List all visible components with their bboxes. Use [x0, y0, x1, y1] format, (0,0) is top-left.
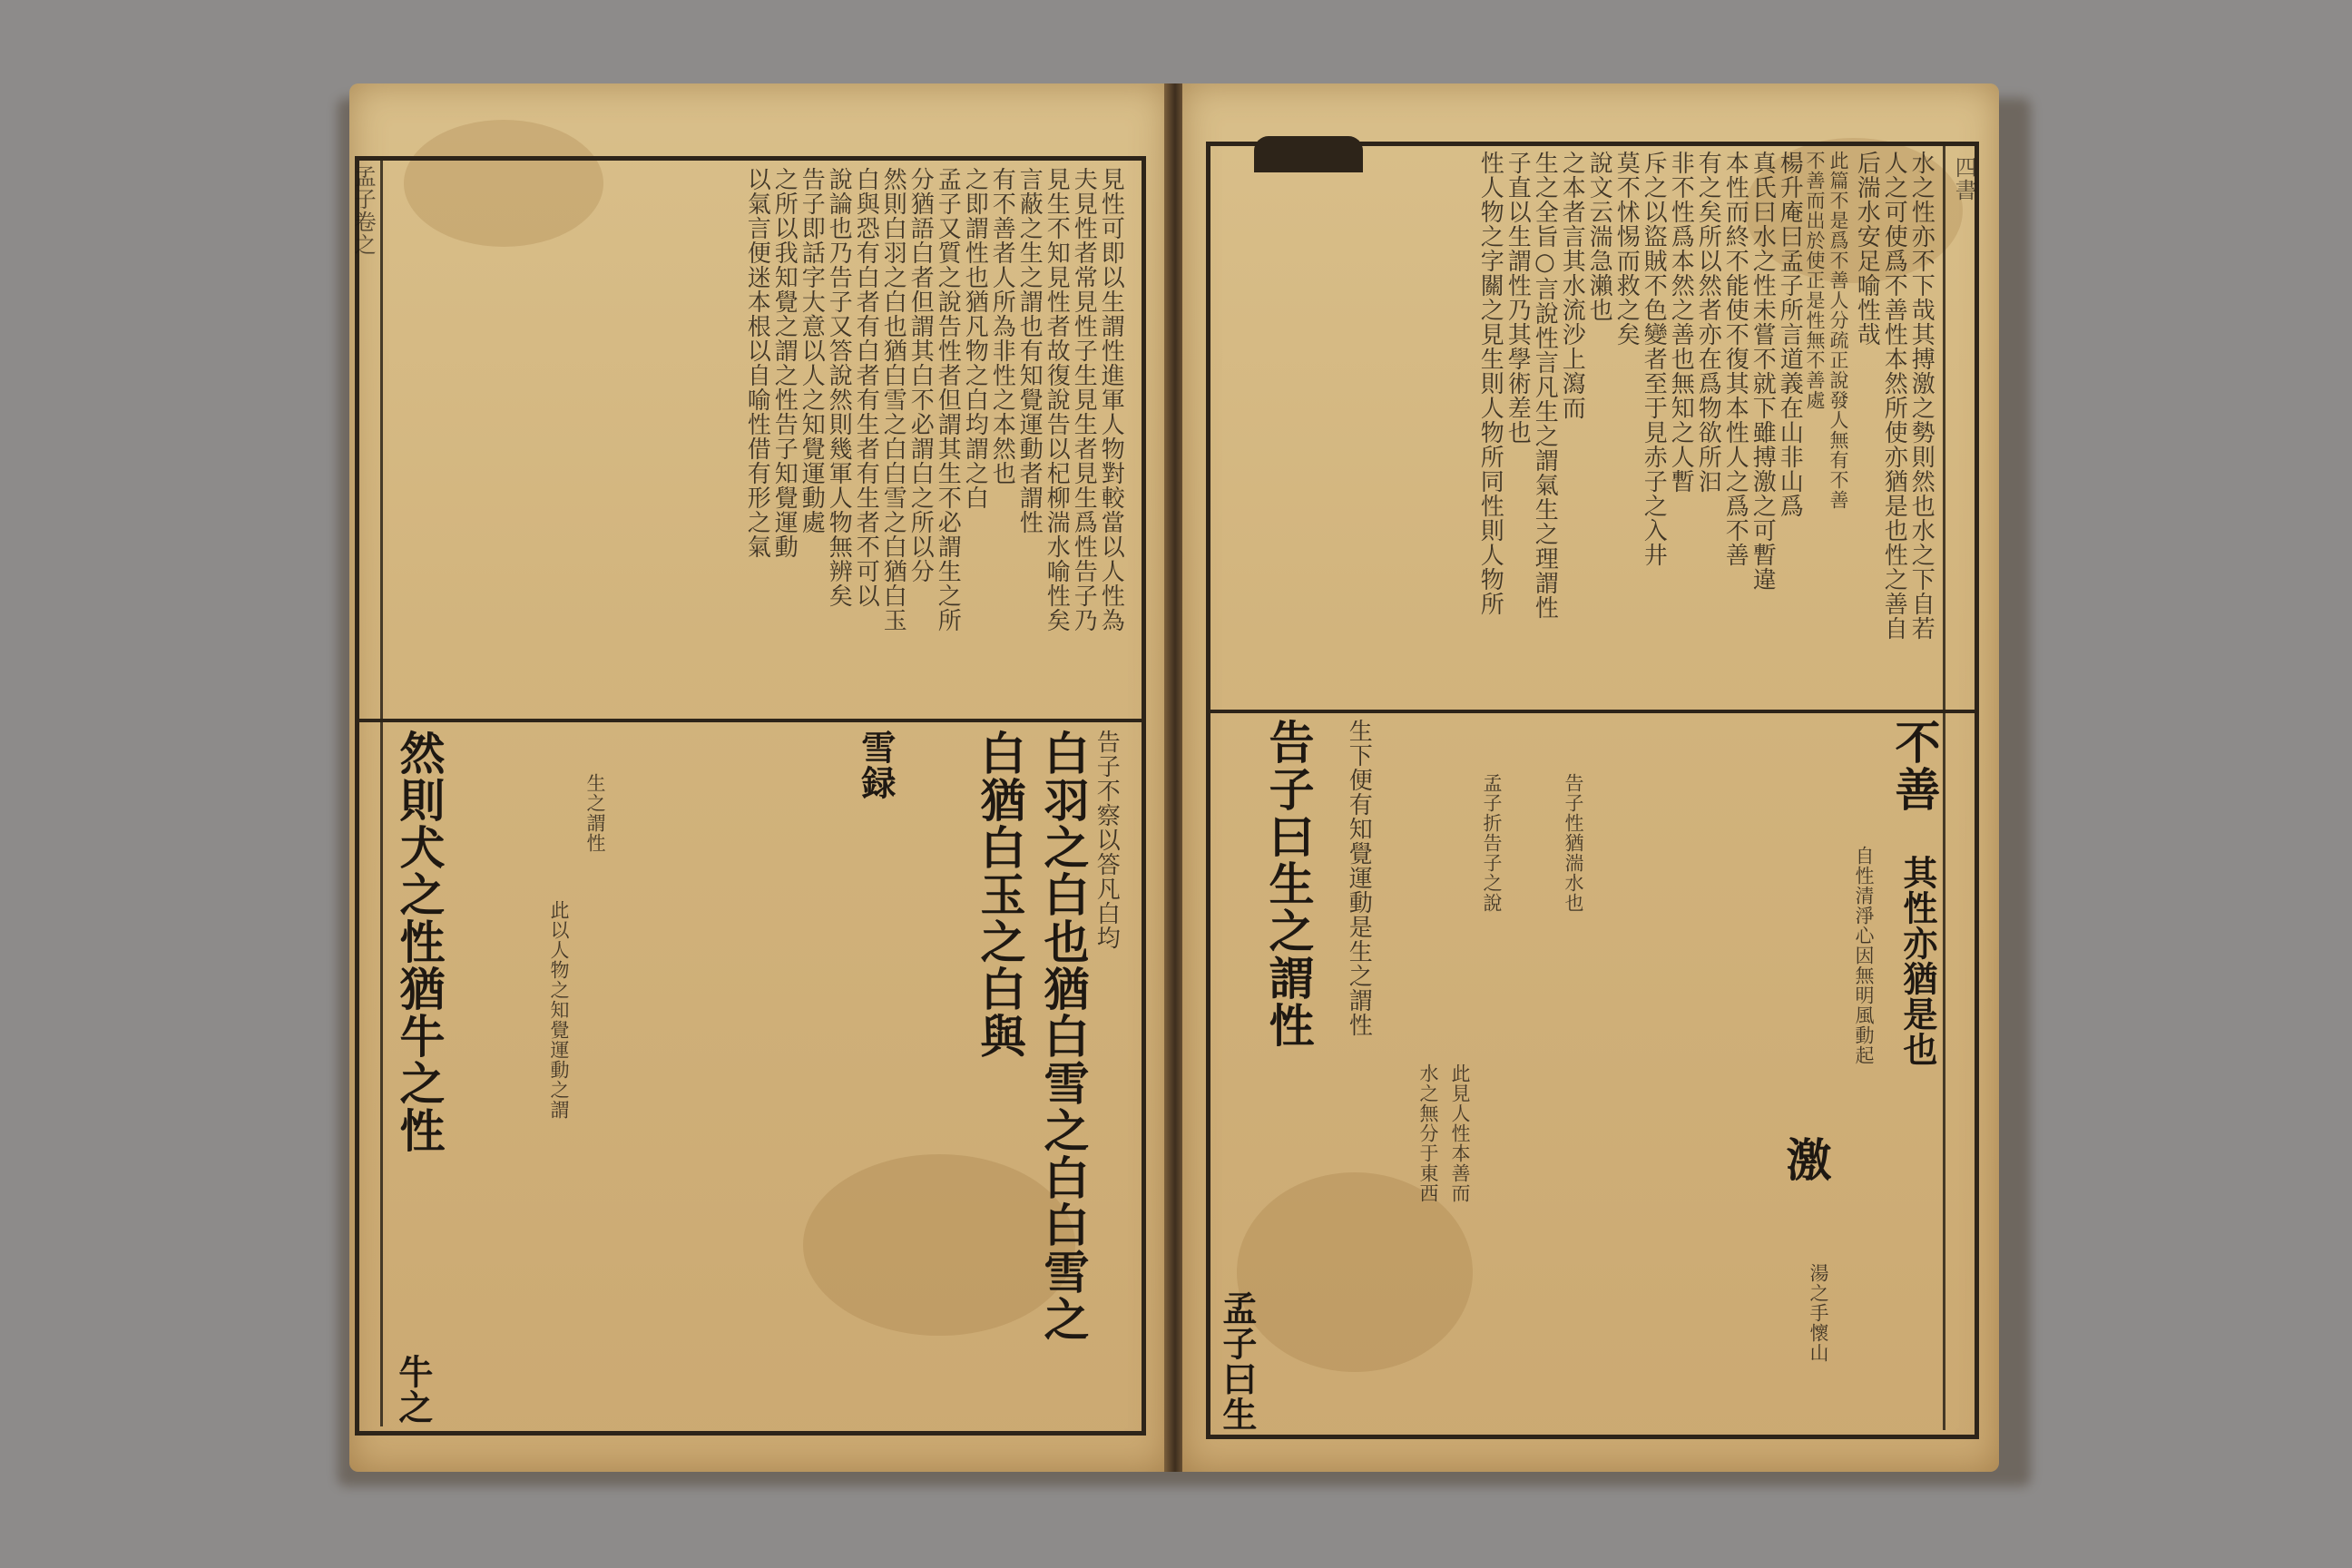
- left-upper-col-11: 說論也乃告子又答說然則幾軍人物無辨矣: [825, 167, 853, 608]
- right-lower-big-2: 告子曰生之謂性: [1261, 719, 1316, 1049]
- right-upper-col-10: 非不性爲本然之善也無知之人暫: [1667, 151, 1695, 494]
- right-upper-col-6: 楊升庵曰孟子所言道義在山非山爲: [1776, 151, 1804, 518]
- right-upper-col-1: 水之性亦不下哉其搏激之勢則然也水之下自若: [1907, 151, 1936, 641]
- left-bottom-char: 牛之: [392, 1354, 434, 1425]
- left-upper-col-13: 之所以我知覺之謂之性告子知覺運動: [770, 167, 799, 559]
- right-lower-big-1: 不善: [1887, 719, 1942, 813]
- left-lower-big-1: 白羽之白也猶白雪之白白雪之: [1036, 730, 1091, 1343]
- left-upper-col-12: 告子即話字大意以人之知覺運動處: [798, 167, 826, 534]
- left-upper-col-6: 之即謂性也猶凡物之白均謂之白: [961, 167, 989, 510]
- right-upper-col-3: 后湍水安足喻性哉: [1853, 151, 1881, 347]
- right-lower-col-4: 生下便有知覺運動是生之謂性: [1345, 719, 1373, 1037]
- left-upper-col-3: 見生不知見性者故復說告以杞柳湍水喻性矣: [1043, 167, 1071, 632]
- left-upper-col-4: 言蔽之生之謂也有知覺運動者謂性: [1015, 167, 1044, 534]
- left-lower-col-4: 生之謂性: [584, 773, 607, 853]
- right-page: [1182, 83, 1999, 1472]
- left-upper-col-1: 見性可即以生謂性進軍人物對較當以人性為: [1097, 167, 1125, 632]
- left-upper-col-8: 分猶語白者但謂其白不必謂白之所以分: [906, 167, 935, 583]
- right-upper-col-15: 生之全旨○言說性言凡生之謂氣生之理謂性: [1531, 151, 1559, 620]
- left-upper-col-10: 白與恐有白者有白者有生者有生者不可以: [852, 167, 880, 608]
- right-margin-header: 四書: [1951, 156, 1977, 201]
- right-upper-col-2: 人之可使爲不善性本然所使亦猶是也性之善自: [1880, 151, 1908, 641]
- left-upper-col-7: 孟子又質之說告性者但謂其生不必謂生之所: [934, 167, 962, 632]
- right-lower-col-6: 孟子折告子之說: [1481, 773, 1504, 913]
- left-lower-big-2: 然則犬之性猶牛之性: [392, 730, 446, 1154]
- left-upper-col-2: 夫見性者常見性子生見生者見生爲性告子乃: [1070, 167, 1098, 632]
- left-lower-col-5: 此以人物之知覺運動之謂: [548, 900, 571, 1120]
- left-upper-col-9: 然則白羽之白也猶白雪之白白雪之白猶白玉: [879, 167, 907, 632]
- right-lower-col-8: 水之無分于東西: [1417, 1063, 1440, 1203]
- right-upper-col-4: 此篇不是爲不善人分疏正說發人無有不善: [1828, 151, 1850, 510]
- right-section-divider: [1206, 710, 1977, 713]
- right-upper-col-17: 性人物之字關之見生則人物所同性則人物所: [1476, 151, 1504, 616]
- right-lower-big-4: 孟子曰生: [1216, 1290, 1258, 1432]
- right-upper-col-11: 斥之以盜賊不色變者至于見赤子之入井: [1640, 151, 1668, 567]
- right-lower-col-7: 此見人性本善而: [1449, 1063, 1472, 1203]
- right-upper-col-8: 本性而終不能使不復其本性人之爲不善: [1721, 151, 1749, 567]
- right-upper-col-13: 說文云湍急瀨也: [1585, 151, 1613, 322]
- right-lower-col-3: 湯之手懷山: [1808, 1263, 1830, 1363]
- right-lower-col-5: 告子性猶湍水也: [1563, 773, 1585, 913]
- right-lower-col-1: 其性亦猶是也: [1896, 855, 1938, 1067]
- right-upper-col-9: 有之矣所以然者亦在爲物欲所汩: [1694, 151, 1722, 494]
- left-margin-header: 孟子卷之: [350, 165, 377, 256]
- right-page-black-mark: [1254, 136, 1363, 172]
- right-upper-col-7: 真氏曰水之性未嘗不就下雖搏激之可暫違: [1749, 151, 1777, 592]
- right-lower-col-2: 自性清淨心因無明風動起: [1853, 846, 1876, 1065]
- left-section-divider: [355, 719, 1144, 722]
- right-upper-col-5: 不善而出於使正是性無不善處: [1804, 151, 1827, 410]
- left-lower-title: 雪録: [855, 730, 897, 800]
- right-upper-col-14: 之本者言其水流沙上瀉而: [1558, 151, 1586, 420]
- left-lower-col-1: 告子不察以答凡白均: [1093, 730, 1121, 950]
- right-upper-col-12: 莫不怵惕而救之矣: [1612, 151, 1641, 347]
- left-lower-big-3: 白猶白玉之白與: [973, 730, 1027, 1060]
- left-page: [349, 83, 1168, 1472]
- right-margin-rule: [1943, 142, 1945, 1430]
- left-margin-rule: [380, 156, 383, 1426]
- left-upper-col-5: 有不善者人所為非性之本然也: [988, 167, 1016, 485]
- right-lower-big-3: 激: [1779, 1136, 1833, 1183]
- left-upper-col-14: 以氣言便迷本根以自喻性借有形之氣: [743, 167, 771, 559]
- right-upper-col-16: 子直以生謂性乃其學術差也: [1504, 151, 1532, 445]
